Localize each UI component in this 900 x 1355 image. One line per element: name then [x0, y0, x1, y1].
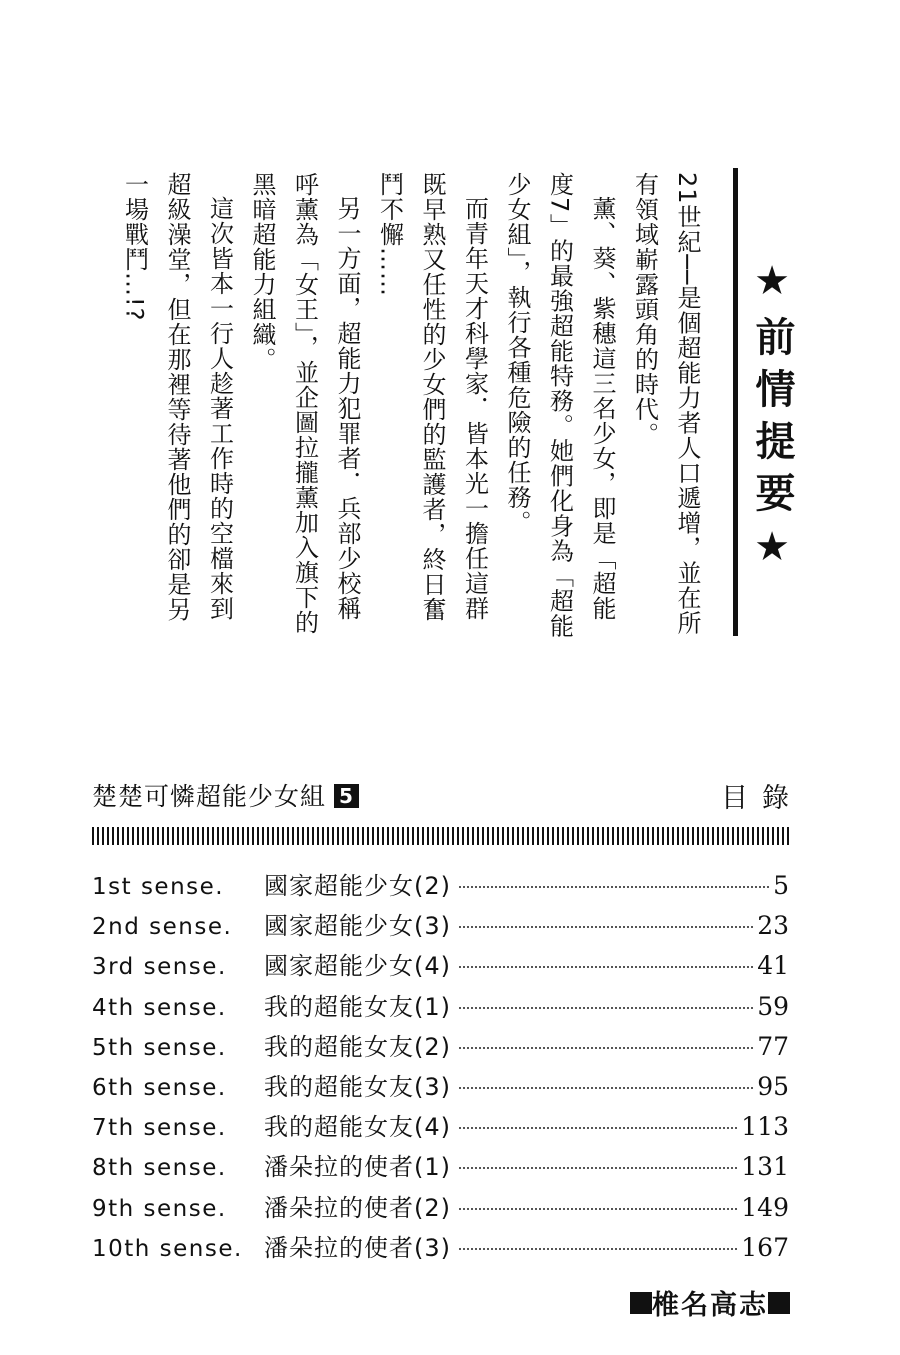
volume-badge: 5 [334, 784, 359, 808]
dot-leader [459, 1127, 737, 1129]
synopsis-paragraph-1: 21世紀──是個超能力者人口遞增，並在所有領域嶄露頭角的時代。 [630, 172, 701, 636]
toc-entry[interactable] [92, 906, 789, 946]
page-number: 113 [741, 1112, 789, 1142]
toc-entry[interactable] [92, 1107, 789, 1147]
synopsis-paragraph-3: 而青年天才科學家．皆本光一擔任這群既早熟又任性的少女們的監護者，終日奮鬥不懈…… [375, 172, 489, 622]
synopsis-paragraph-2: 薰、葵、紫穗這三名少女，即是「超能度7」的最強超能特務。她們化身為「超能少女組」，執行各種危險的任務。 [503, 172, 616, 639]
toc-entry[interactable] [92, 866, 789, 906]
black-square-icon [768, 1292, 790, 1314]
chapter-number: 10th sense. [92, 1235, 243, 1262]
toc-entry[interactable] [92, 1228, 789, 1268]
page-number: 59 [757, 991, 789, 1021]
page-number: 41 [757, 951, 789, 981]
chapter-number: 9th sense. [92, 1195, 227, 1222]
chapter-number: 1st sense. [92, 874, 225, 900]
synopsis-title: ★前情提要★ [749, 258, 795, 582]
dot-leader [459, 966, 753, 968]
dot-leader [459, 886, 769, 888]
chapter-title: 我的超能女友(2) [264, 1032, 451, 1061]
chapter-title: 我的超能女友(3) [264, 1072, 451, 1101]
dot-leader [459, 1087, 753, 1089]
page-number: 131 [741, 1152, 789, 1182]
toc-entry[interactable] [92, 1027, 789, 1067]
toc-label: 目錄 [721, 783, 803, 814]
chapter-number: 2nd sense. [92, 914, 233, 941]
chapter-title: 潘朵拉的使者(3) [264, 1233, 451, 1262]
synopsis-paragraph-5: 這次皆本一行人趁著工作時的空檔來到超級澡堂，但在那裡等待著他們的卻是另一場戰鬥…!? [120, 172, 234, 622]
page-number: 77 [757, 1031, 789, 1061]
page-number: 167 [741, 1232, 789, 1262]
chapter-number: 6th sense. [92, 1074, 227, 1101]
toc-header [92, 780, 803, 820]
toc-entry[interactable] [92, 987, 789, 1027]
dot-leader [459, 1208, 737, 1210]
chapter-title: 潘朵拉的使者(2) [264, 1193, 451, 1222]
chapter-title: 我的超能女友(4) [264, 1113, 451, 1142]
dot-leader [459, 1248, 737, 1250]
chapter-title: 國家超能少女(3) [264, 912, 451, 941]
page-number: 5 [773, 871, 789, 900]
dot-leader [459, 926, 753, 928]
chapter-number: 7th sense. [92, 1115, 227, 1142]
synopsis-paragraph-4: 另一方面，超能力犯罪者．兵部少校稱呼薰為「女王」，並企圖拉攏薰加入旗下的黑暗超能力組織。 [248, 172, 361, 635]
dot-leader [459, 1167, 737, 1169]
author-credit [630, 1283, 790, 1322]
series-title: 楚楚可憐超能少女組 [92, 782, 327, 811]
chapter-title: 我的超能女友(1) [264, 992, 451, 1021]
black-square-icon [630, 1292, 652, 1314]
chapter-number: 5th sense. [92, 1034, 227, 1061]
chapter-title: 國家超能少女(4) [264, 952, 451, 981]
toc-entry[interactable] [92, 1147, 789, 1187]
tick-rule-divider [92, 827, 789, 845]
chapter-number: 8th sense. [92, 1155, 227, 1182]
toc-entry[interactable] [92, 1188, 789, 1228]
toc-list [92, 866, 789, 1268]
page-number: 23 [757, 911, 789, 941]
dot-leader [459, 1047, 753, 1049]
chapter-number: 3rd sense. [92, 954, 227, 981]
toc-entry[interactable] [92, 1067, 789, 1107]
series-title-line [92, 780, 359, 814]
dot-leader [459, 1007, 753, 1009]
synopsis-divider [733, 168, 738, 636]
author-name: 椎名高志 [652, 1290, 768, 1321]
page-number: 95 [757, 1071, 789, 1101]
toc-entry[interactable] [92, 946, 789, 986]
page-number: 149 [741, 1192, 789, 1222]
chapter-number: 4th sense. [92, 994, 227, 1021]
chapter-title: 國家超能少女(2) [264, 872, 451, 900]
synopsis-body [113, 172, 708, 642]
chapter-title: 潘朵拉的使者(1) [264, 1153, 451, 1182]
